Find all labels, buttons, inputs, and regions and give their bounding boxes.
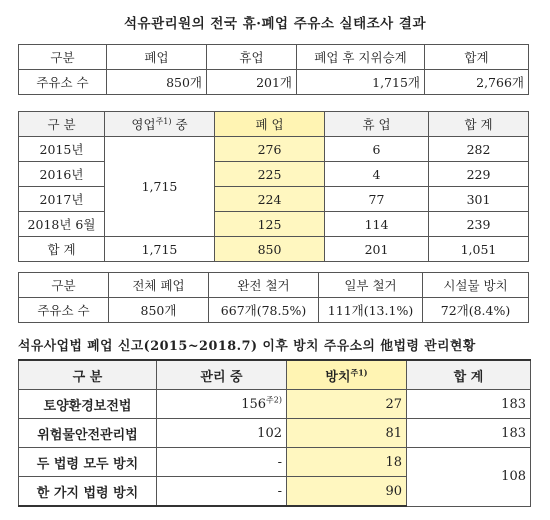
t2-year: 2017년 [19,187,105,212]
t1-row-label: 주유소 수 [19,70,107,95]
t1-succession-value: 1,715개 [297,70,425,95]
t2-sum-operating: 1,715 [105,237,215,262]
t1-total-value: 2,766개 [425,70,529,95]
t2-total: 282 [429,137,529,162]
title-2: 석유사업법 폐업 신고(2015~2018.7) 이후 방치 주유소의 他법령 관리현황 [18,339,476,354]
t2-header-total: 합 계 [429,112,529,137]
t3-row-label: 주유소 수 [19,298,109,323]
t2-sum-closed: 850 [215,237,325,262]
t2-suspended: 6 [325,137,429,162]
t2-year: 2018년 6월 [19,212,105,237]
t2-closed: 225 [215,162,325,187]
t3-header-partial-removal: 일부 철거 [319,273,423,298]
t2-closed: 125 [215,212,325,237]
removal-table [18,272,529,323]
t1-suspended-value: 201개 [207,70,297,95]
t4-managed: - [157,448,287,477]
t3-neglected-value: 72개(8.4%) [423,298,529,323]
t1-header-suspended: 휴업 [207,45,297,70]
summary-table [18,44,529,95]
t2-suspended: 114 [325,212,429,237]
t2-sum-total: 1,051 [429,237,529,262]
t4-managed: 102 [157,419,287,448]
t2-operating-merged: 1,715 [105,137,215,237]
t2-sum-suspended: 201 [325,237,429,262]
t4-row-label: 두 법령 모두 방치 [19,448,157,477]
t1-header-category: 구분 [19,45,107,70]
t4-neglected: 18 [287,448,407,477]
t1-header-closed: 폐업 [107,45,207,70]
t2-header-closed: 폐 업 [215,112,325,137]
t4-row-label: 토양환경보전법 [19,390,157,419]
t4-neglected: 81 [287,419,407,448]
t4-total: 183 [407,419,531,448]
t3-header-all-closed: 전체 폐업 [109,273,209,298]
t4-header-total: 합 계 [407,360,531,390]
t4-header-managed: 관리 중 [157,360,287,390]
t2-total: 301 [429,187,529,212]
t2-sum-label: 합 계 [19,237,105,262]
t3-all-closed-value: 850개 [109,298,209,323]
t2-total: 239 [429,212,529,237]
t2-header-operating: 영업$^{주1)}$ 중 [105,112,215,137]
t4-header-neglected: 방치$^{주1)}$ [287,360,407,390]
t3-header-full-removal: 완전 철거 [209,273,319,298]
t1-header-succession: 폐업 후 지위승계 [297,45,425,70]
yearly-table [18,111,529,262]
t4-neglected: 27 [287,390,407,419]
t3-full-removal-value: 667개(78.5%) [209,298,319,323]
t2-header-suspended: 휴 업 [325,112,429,137]
t4-row-label: 위험물안전관리법 [19,419,157,448]
t2-header-category: 구 분 [19,112,105,137]
t2-closed: 276 [215,137,325,162]
t4-neglected: 90 [287,477,407,507]
t4-header-category: 구 분 [19,360,157,390]
t2-suspended: 77 [325,187,429,212]
t3-partial-removal-value: 111개(13.1%) [319,298,423,323]
t2-total: 229 [429,162,529,187]
t1-header-total: 합계 [425,45,529,70]
t2-year: 2016년 [19,162,105,187]
t4-managed: - [157,477,287,507]
t4-row-label: 한 가지 법령 방치 [19,477,157,507]
t3-header-category: 구분 [19,273,109,298]
t3-header-neglected: 시설물 방치 [423,273,529,298]
t4-managed: $156^{주2)}$ [157,390,287,419]
t2-suspended: 4 [325,162,429,187]
t4-total: 183 [407,390,531,419]
title-1: 석유관리원의 전국 휴·폐업 주유소 실태조사 결과 [123,16,427,32]
law-management-table [18,359,531,507]
t4-merged-total: 108 [407,448,531,507]
t2-year: 2015년 [19,137,105,162]
t2-closed: 224 [215,187,325,212]
t1-closed-value: 850개 [107,70,207,95]
